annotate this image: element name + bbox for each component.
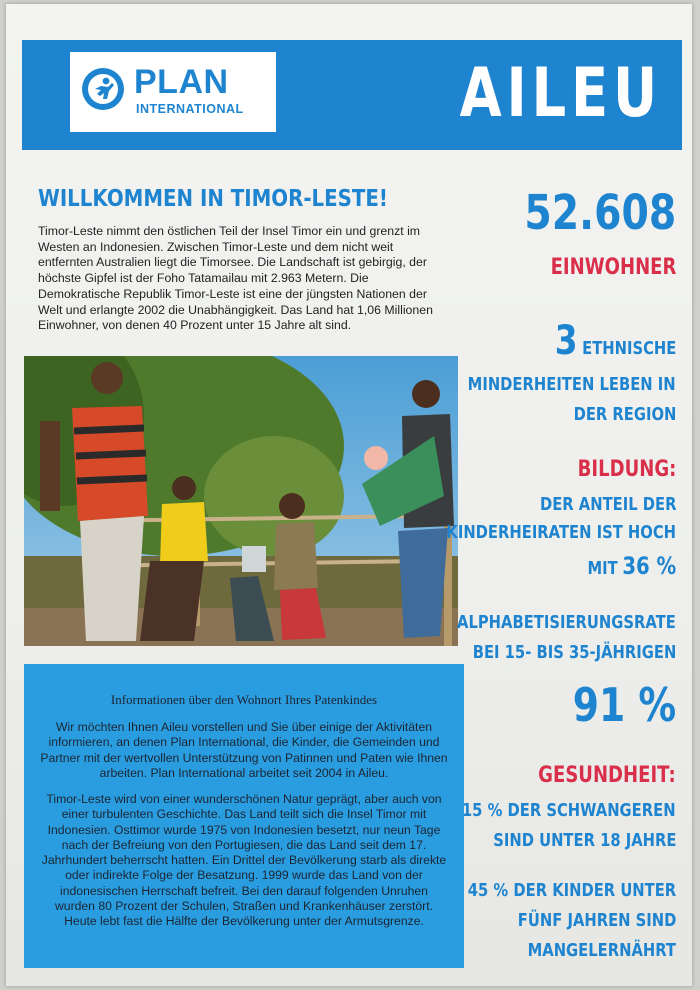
marriage-value: 36 % — [622, 552, 676, 580]
logo-wordmark: PLAN — [134, 63, 229, 101]
header-banner — [22, 40, 682, 150]
info-paragraph-history: Timor-Leste wird von einer wunderschönen Natur geprägt, aber auch von einer turbulenten Geschichte. Das Land teilt sich die Insel Timor mit Indonesien. Osttimor wurde 1975 von Indonesien besetzt, nur neun Tage nach der Befreiung von den Portugiesen, die das Land seit dem 17. Jahrhundert beherrscht hatten. Ein Drittel der Bevölkerung starb als direkte oder indirekte Folge der Besatzung. 1999 wurde das Land von der indonesischen Herrschaft befreit. Bei den darauf folgenden Unruhen wurden 80 Prozent der Schulen, Straßen und Krankenhäuser zerstört. Heute lebt fast die Hälfte der Bevölkerung unter der Armutsgrenze. — [41, 792, 447, 929]
plan-logo — [70, 52, 276, 132]
ethnic-line3: DER REGION — [573, 404, 676, 425]
literacy-line1: ALPHABETISIERUNGSRATE — [457, 612, 676, 633]
ethnic-heading — [554, 316, 676, 366]
malnutrition-line1: 45 % DER KINDER UNTER — [467, 880, 676, 901]
marriage-line2: KINDERHEIRATEN IST HOCH — [446, 522, 676, 543]
ethnic-number: 3 — [554, 318, 578, 364]
malnutrition-line3: MANGELERNÄHRT — [527, 940, 676, 961]
pregnant-line2: SIND UNTER 18 JAHRE — [492, 830, 676, 851]
literacy-value: 91 % — [572, 678, 676, 732]
child-figure-icon — [82, 68, 124, 110]
welcome-heading: WILLKOMMEN IN TIMOR-LESTE! — [38, 186, 388, 212]
page-title: AILEU — [459, 54, 662, 133]
literacy-line2: BEI 15- BIS 35-JÄHRIGEN — [472, 642, 676, 663]
marriage-prefix: MIT — [587, 558, 618, 579]
ethnic-line1: ETHNISCHE — [581, 338, 676, 359]
info-paragraph-intro: Wir möchten Ihnen Aileu vorstellen und Sie über einige der Aktivitäten informieren, an denen Plan International, die Kinder, die Gemeinden und Partner mit der wertvollen Unterstützung von Patinnen und Paten wie Ihnen arbeiten. Plan International arbeitet seit 2004 in Aileu. — [40, 720, 448, 780]
marriage-line1: DER ANTEIL DER — [539, 494, 676, 515]
population-value: 52.608 — [524, 185, 676, 241]
info-heading: Informationen über den Wohnort Ihres Patenkindes — [110, 692, 378, 707]
health-heading: GESUNDHEIT: — [538, 763, 676, 788]
family-photo — [24, 356, 458, 646]
pregnant-line1: 15 % DER SCHWANGEREN — [462, 800, 676, 821]
marriage-rate — [587, 552, 676, 582]
population-label: EINWOHNER — [550, 255, 676, 280]
malnutrition-line2: FÜNF JAHREN SIND — [517, 910, 676, 931]
ethnic-line2: MINDERHEITEN LEBEN IN — [468, 374, 676, 395]
info-box — [24, 664, 464, 968]
welcome-text: Timor-Leste nimmt den östlichen Teil der Insel Timor ein und grenzt im Westen an Indonesien. Zwischen Timor-Leste und dem nicht weit entfernten Australien liegt die Timorsee. Die Landschaft ist gebirgig, der höchste Gipfel ist der Foho Tatamailau mit 2.963 Metern. Die Demokratische Republik Timor-Leste ist eine der jüngsten Nationen der Welt und erlangte 2002 die Unabhängigkeit. Das Land hat 1,06 Millionen Einwohner, von denen 40 Prozent unter 15 Jahre alt sind. — [38, 224, 433, 333]
education-heading: BILDUNG: — [577, 457, 676, 482]
poster-sheet — [6, 4, 692, 986]
logo-subtitle: INTERNATIONAL — [136, 102, 244, 116]
